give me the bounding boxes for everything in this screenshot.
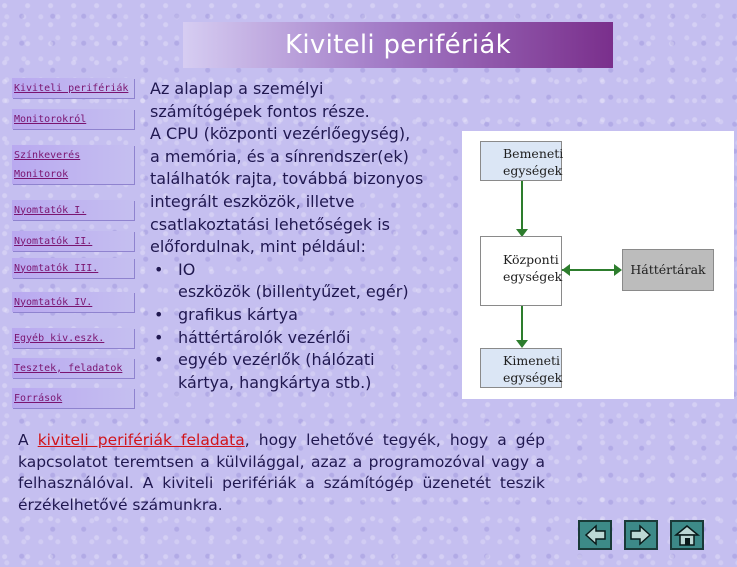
arrow-down-icon: [521, 181, 523, 233]
intro-line: integrált eszközök, illetve: [150, 191, 355, 211]
left-arrow-icon: [580, 522, 610, 548]
output-units-label: Kimeneti: [503, 353, 561, 368]
nav-item-forrasok[interactable]: Források: [12, 388, 134, 408]
arrow-head-icon: [614, 264, 622, 276]
arrow-head-icon: [562, 264, 570, 276]
home-button[interactable]: [670, 520, 704, 550]
description-paragraph: [18, 430, 545, 516]
intro-line: csatlakoztatási lehetőségek is: [150, 214, 391, 234]
arrow-head-icon: [516, 340, 528, 348]
main-content: [150, 78, 470, 394]
storage-box: [622, 249, 714, 291]
storage-label: Háttértárak: [630, 262, 706, 277]
nav-item-tesztek[interactable]: Tesztek, feladatok: [12, 358, 134, 378]
highlight-link[interactable]: kiviteli perifériák feladata: [37, 431, 245, 449]
next-button[interactable]: [624, 520, 658, 550]
intro-line: a memória, és a sínrendszer(ek): [150, 146, 409, 166]
intro-line: találhatók rajta, továbbá bizonyos: [150, 169, 424, 189]
list-item: [150, 304, 470, 327]
prev-button[interactable]: [578, 520, 612, 550]
nav-item-nyomtatok-4[interactable]: Nyomtatók IV.: [12, 292, 134, 312]
list-item: [150, 259, 470, 304]
nav-item-egyeb[interactable]: Egyéb kiv.eszk.: [12, 328, 134, 348]
title-bar: [183, 22, 613, 68]
arrow-down-icon: [521, 306, 523, 344]
output-units-box: [480, 348, 562, 388]
page-title: Kiviteli perifériák: [285, 30, 511, 60]
computer-architecture-diagram: [462, 131, 734, 399]
list-item: [150, 327, 470, 350]
nav-item-nyomtatok-2[interactable]: Nyomtatók II.: [12, 231, 134, 251]
home-icon: [672, 522, 702, 548]
right-arrow-icon: [626, 522, 656, 548]
list-item-text: • háttértárolók vezérlői: [178, 327, 351, 347]
intro-line: A CPU (központi vezérlőegység),: [150, 124, 411, 144]
output-units-label: egységek: [503, 370, 563, 385]
feature-list: [150, 259, 470, 395]
input-units-label: egységek: [503, 163, 563, 178]
nav-item-nyomtatok-3[interactable]: Nyomtatók III.: [12, 258, 134, 278]
list-item-text: • IO: [178, 259, 196, 279]
nav-item-szinkeveres[interactable]: Színkeverés: [12, 145, 134, 165]
arrow-bidirectional-icon: [562, 269, 620, 271]
nav-item-monitorokrol[interactable]: Monitorokról: [12, 109, 134, 129]
intro-line: számítógépek fontos része.: [150, 101, 370, 121]
list-item-text: • egyéb vezérlők (hálózati: [178, 350, 375, 370]
nav-item-kiviteli-perifériák[interactable]: Kiviteli perifériák: [12, 78, 134, 98]
cpu-label: egységek: [503, 269, 563, 284]
description-text: A: [18, 431, 38, 449]
nav-item-monitorok[interactable]: Monitorok: [12, 164, 134, 184]
list-item-text: kártya, hangkártya stb.): [178, 372, 372, 392]
intro-line: előfordulnak, mint például:: [150, 237, 366, 257]
list-item-text: • grafikus kártya: [178, 304, 298, 324]
cpu-box: [480, 236, 562, 306]
input-units-box: [480, 141, 562, 181]
intro-line: Az alaplap a személyi: [150, 79, 324, 98]
description-text: , hogy lehetővé tegyék, hogy a gép kapcsolatot teremtsen a külvilággal, azaz a programozóval vagy a felhasználóval. A kiviteli perifériák a számítógép üzenetét teszik érzékelhetővé számunkra.: [18, 431, 546, 514]
cpu-label: Központi: [503, 252, 559, 267]
list-item-text: eszközök (billentyűzet, egér): [178, 282, 409, 302]
nav-item-nyomtatok-1[interactable]: Nyomtatók I.: [12, 200, 134, 220]
list-item: [150, 349, 470, 394]
input-units-label: Bemeneti: [503, 146, 564, 161]
